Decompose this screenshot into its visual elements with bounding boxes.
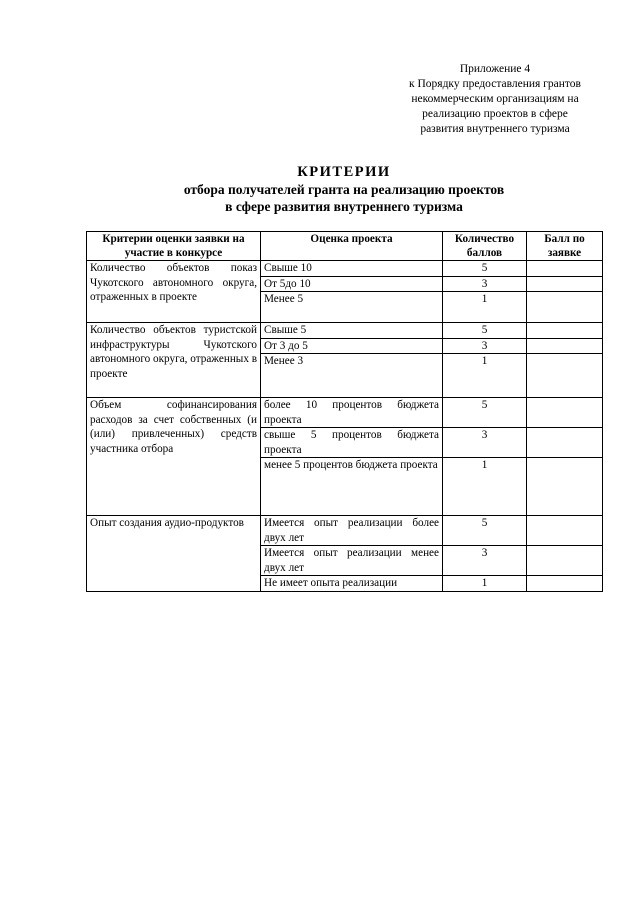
score-cell [527, 576, 603, 592]
score-cell [527, 546, 603, 576]
score-cell [527, 398, 603, 428]
score-cell [527, 292, 603, 323]
points-cell: 3 [443, 428, 527, 458]
estimate-cell: Имеется опыт реализации более двух лет [261, 516, 443, 546]
points-cell: 5 [443, 516, 527, 546]
appendix-line: реализацию проектов в сфере [422, 108, 568, 120]
appendix-line: к Порядку предоставления грантов [409, 78, 581, 90]
points-cell: 1 [443, 292, 527, 323]
appendix-line: некоммерческим организациям на [411, 93, 579, 105]
estimate-cell: От 5до 10 [261, 276, 443, 292]
score-cell [527, 338, 603, 354]
criterion-cell: Объем софинансирования расходов за счет собственных (и (или) привлеченных) средств участника отбора [87, 398, 261, 516]
estimate-cell: Свыше 5 [261, 323, 443, 339]
title-line: отбора получателей гранта на реализацию проектов [183, 182, 505, 197]
estimate-cell: Не имеет опыта реализации [261, 576, 443, 592]
appendix-line: Приложение 4 [459, 63, 531, 75]
points-cell: 3 [443, 276, 527, 292]
estimate-cell: Имеется опыт реализации менее двух лет [261, 546, 443, 576]
points-cell: 3 [443, 546, 527, 576]
score-cell [527, 261, 603, 277]
header-estimate: Оценка проекта [261, 232, 443, 261]
estimate-cell: свыше 5 процентов бюджета проекта [261, 428, 443, 458]
table-row [87, 398, 603, 428]
points-cell: 1 [443, 576, 527, 592]
header-points: Количество баллов [443, 232, 527, 261]
score-cell [527, 516, 603, 546]
criterion-cell: Количество объектов показ Чукотского автономного округа, отраженных в проекте [87, 261, 261, 323]
estimate-cell: От 3 до 5 [261, 338, 443, 354]
estimate-cell: Менее 5 [261, 292, 443, 323]
score-cell [527, 276, 603, 292]
table-header-row [87, 232, 603, 261]
estimate-cell: Менее 3 [261, 354, 443, 398]
score-cell [527, 354, 603, 398]
score-cell [527, 428, 603, 458]
header-score: Балл по заявке [527, 232, 603, 261]
title-heading: КРИТЕРИИ [297, 164, 391, 180]
estimate-cell: менее 5 процентов бюджета проекта [261, 458, 443, 516]
estimate-cell: более 10 процентов бюджета проекта [261, 398, 443, 428]
points-cell: 1 [443, 458, 527, 516]
score-cell [527, 323, 603, 339]
criteria-table [86, 231, 603, 592]
criterion-cell: Количество объектов туристской инфраструктуры Чукотского автономного округа, отраженных в проекте [87, 323, 261, 398]
points-cell: 5 [443, 323, 527, 339]
title-line: в сфере развития внутреннего туризма [225, 199, 463, 214]
score-cell [527, 458, 603, 516]
criterion-cell: Опыт создания аудио-продуктов [87, 516, 261, 592]
table-row [87, 516, 603, 546]
points-cell: 5 [443, 398, 527, 428]
points-cell: 3 [443, 338, 527, 354]
table-row [87, 261, 603, 277]
table-row [87, 323, 603, 339]
appendix-note [385, 62, 605, 137]
estimate-cell: Свыше 10 [261, 261, 443, 277]
points-cell: 1 [443, 354, 527, 398]
document-title [86, 163, 602, 215]
appendix-line: развития внутреннего туризма [420, 123, 570, 135]
points-cell: 5 [443, 261, 527, 277]
header-criteria: Критерии оценки заявки на участие в конкурсе [87, 232, 261, 261]
